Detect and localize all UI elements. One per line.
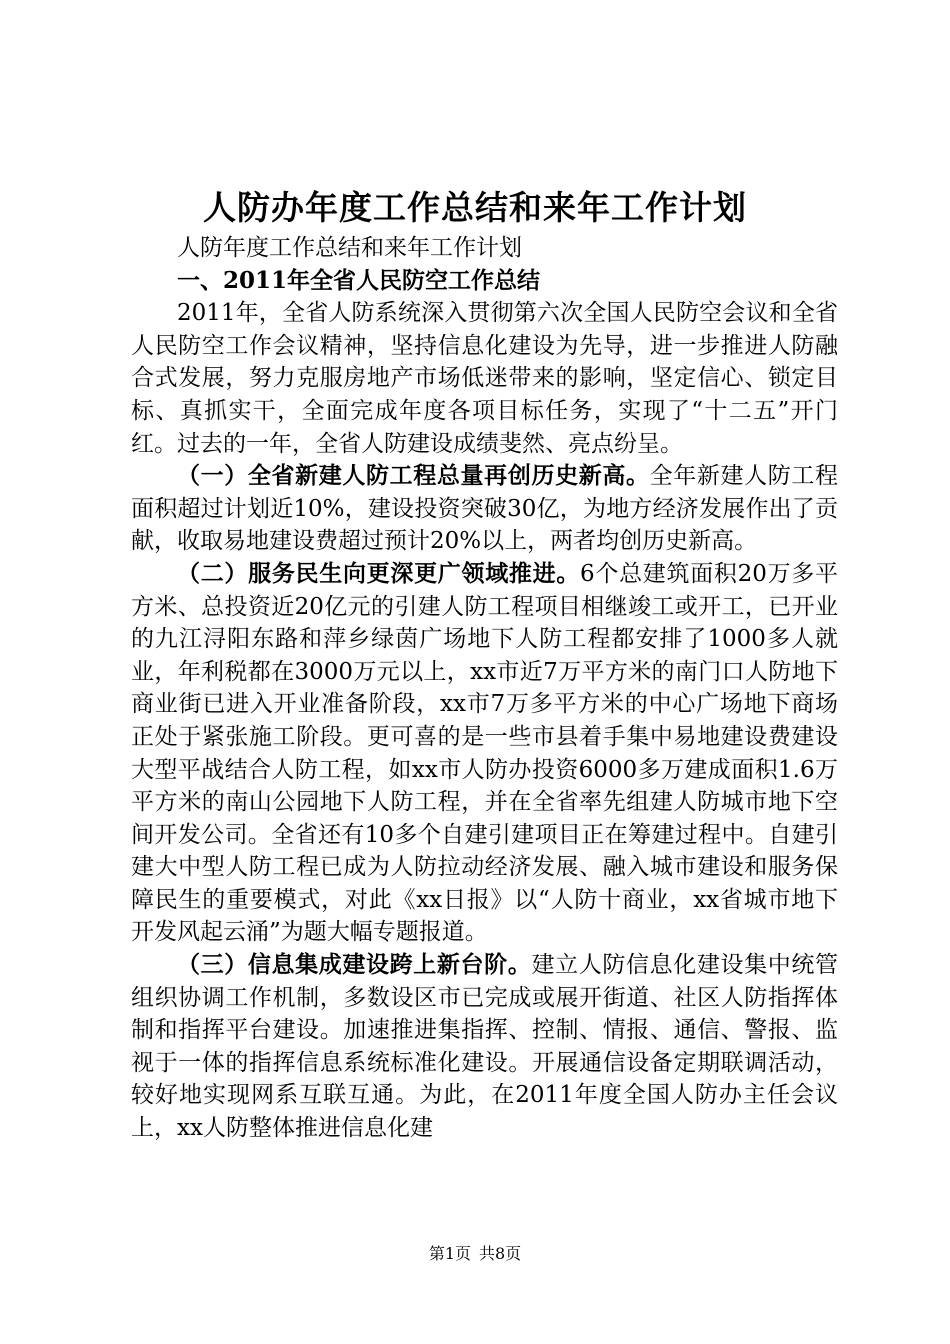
paragraph-2-lead: （一）全省新建人防工程总量再创历史新高。 [177,463,650,490]
paragraph-3-lead: （二）服务民生向更深更广领域推进。 [177,560,581,587]
page-footer [0,1242,950,1266]
paragraph-4-lead: （三）信息集成建设跨上新台阶。 [177,952,532,979]
page-number: 第1页 [428,1244,471,1263]
document-body [131,232,838,1145]
paragraph-3 [131,558,838,949]
paragraph-1 [131,297,838,460]
paragraph-4-text: 建立人防信息化建设集中统管组织协调工作机制，多数设区市已完成或展开街道、社区人防指挥体制和指挥平台建设。加速推进集指挥、控制、情报、通信、警报、监视于一体的指挥信息系统标准化建设。开展通信设备定期联调活动，较好地实现网系互联互通。为此，在2011年度全国人防办主任会议上，xx人防整体推进信息化建 [131,952,839,1142]
section-heading: 一、2011年全省人民防空工作总结 [177,266,541,294]
paragraph-4 [131,949,838,1145]
page-total: 共8页 [479,1244,522,1263]
document-title: 人防办年度工作总结和来年工作计划 [203,188,747,227]
paragraph-3-text: 6个总建筑面积20万多平方米、总投资近20亿元的引建人防工程项目相继竣工或开工，已开业的九江浔阳东路和萍乡绿茵广场地下人防工程都安排了1000多人就业，年利税都在3000万元以上，xx市近7万平方米的南门口人防地下商业街已进入开业准备阶段，xx市7万多平方米的中心广场地下商场正处于紧张施工阶段。更可喜的是一些市县着手集中易地建设费建设大型平战结合人防工程，如xx市人防办投资6000多万建成面积1.6万平方米的南山公园地下人防工程，并在全省率先组建人防城市地下空间开发公司。全省还有10多个自建引建项目正在筹建过程中。自建引建大中型人防工程已成为人防拉动经济发展、融入城市建设和服务保障民生的重要模式，对此《xx日报》以“人防十商业，xx省城市地下开发风起云涌”为题大幅专题报道。 [131,560,839,946]
document-subtitle: 人防年度工作总结和来年工作计划 [177,235,522,261]
paragraph-2 [131,460,838,558]
paragraph-1-text: 2011年，全省人防系统深入贯彻第六次全国人民防空会议和全省人民防空工作会议精神，坚持信息化建设为先导，进一步推进人防融合式发展，努力克服房地产市场低迷带来的影响，坚定信心、锁定目标、真抓实干，全面完成年度各项目标任务，实现了“十二五”开门红。过去的一年，全省人防建设成绩斐然、亮点纷呈。 [131,300,838,457]
paragraph-2-text: 全年新建人防工程面积超过计划近10%，建设投资突破30亿，为地方经济发展作出了贡献，收取易地建设费超过预计20%以上，两者均创历史新高。 [131,463,839,555]
